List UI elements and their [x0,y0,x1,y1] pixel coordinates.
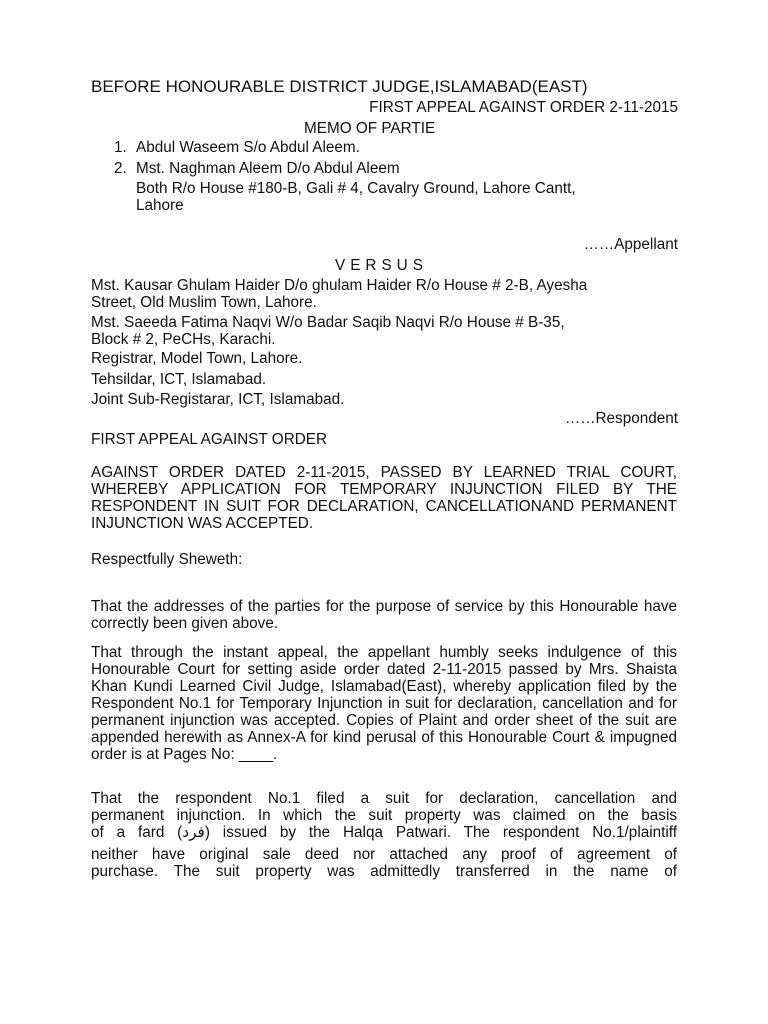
respondent-role: ……Respondent [564,410,678,427]
paragraph-3-line-3: of a fard (فرد) issued by the Halqa Patwari. The respondent No.1/plaintiff [91,824,678,841]
respondent-4: Tehsildar, ICT, Islamabad. [91,371,267,388]
respondent-1-address: Street, Old Muslim Town, Lahore. [91,294,317,311]
appellant-address: Both R/o House #180-B, Gali # 4, Cavalry Ground, Lahore Cantt, [136,180,576,197]
respondent-5: Joint Sub-Registarar, ICT, Islamabad. [91,391,345,408]
respondent-3: Registrar, Model Town, Lahore. [91,350,303,367]
paragraph-2: That through the instant appeal, the appellant humbly seeks indulgence of this Honourable Court for setting aside order dated 2-11-2015 passed by Mrs. Shaista Khan Kundi Learned Civil Judge, Islamabad(East), whereby application filed by the Respondent No.1 for Temporary Injunction in suit for declaration, cancellation and for permanent injunction was accepted. Copies of Plaint and order sheet of the suit are appended herewith as Annex-A for kind perusal of this Honourable Court & impugned order is at Pages No: ____. [91,644,677,763]
respondent-2-address: Block # 2, PeCHs, Karachi. [91,331,276,348]
appellant-number: 1. [114,139,127,156]
paragraph-3-line-2: permanent injunction. In which the suit property was claimed on the basis [91,807,677,824]
paragraph-1: That the addresses of the parties for the purpose of service by this Honourable have correctly been given above. [91,598,677,632]
appellant-address-city: Lahore [136,197,184,214]
salutation: Respectfully Sheweth: [91,551,243,568]
versus-heading: VERSUS [335,257,428,274]
paragraph-3-line-5: purchase. The suit property was admittedly transferred in the name of [91,863,677,880]
memo-of-parties-heading: MEMO OF PARTIE [304,120,436,137]
appeal-heading: FIRST APPEAL AGAINST ORDER [91,431,328,448]
respondent-1: Mst. Kausar Ghulam Haider D/o ghulam Haider R/o House # 2-B, Ayesha [91,277,588,294]
appellant-number: 2. [114,160,127,177]
appellant-1: Abdul Waseem S/o Abdul Aleem. [136,139,360,156]
appellant-2: Mst. Naghman Aleem D/o Abdul Aleem [136,160,400,177]
paragraph-3-line-1: That the respondent No.1 filed a suit for declaration, cancellation and [91,790,677,807]
court-title: BEFORE HONOURABLE DISTRICT JUDGE,ISLAMABAD(EAST) [91,77,588,96]
appellant-role: ……Appellant [583,236,678,253]
paragraph-3-line-4: neither have original sale deed nor attached any proof of agreement of [91,846,677,863]
respondent-2: Mst. Saeeda Fatima Naqvi W/o Badar Saqib Naqvi R/o House # B-35, [91,314,565,331]
appeal-title: FIRST APPEAL AGAINST ORDER 2-11-2015 [369,99,678,116]
against-order-paragraph: AGAINST ORDER DATED 2-11-2015, PASSED BY LEARNED TRIAL COURT, WHEREBY APPLICATION FOR TEMPORARY INJUNCTION FILED BY THE RESPONDENT IN SUIT FOR DECLARATION, CANCELLATIONAND PERMANENT INJUNCTION WAS ACCEPTED. [91,464,677,532]
